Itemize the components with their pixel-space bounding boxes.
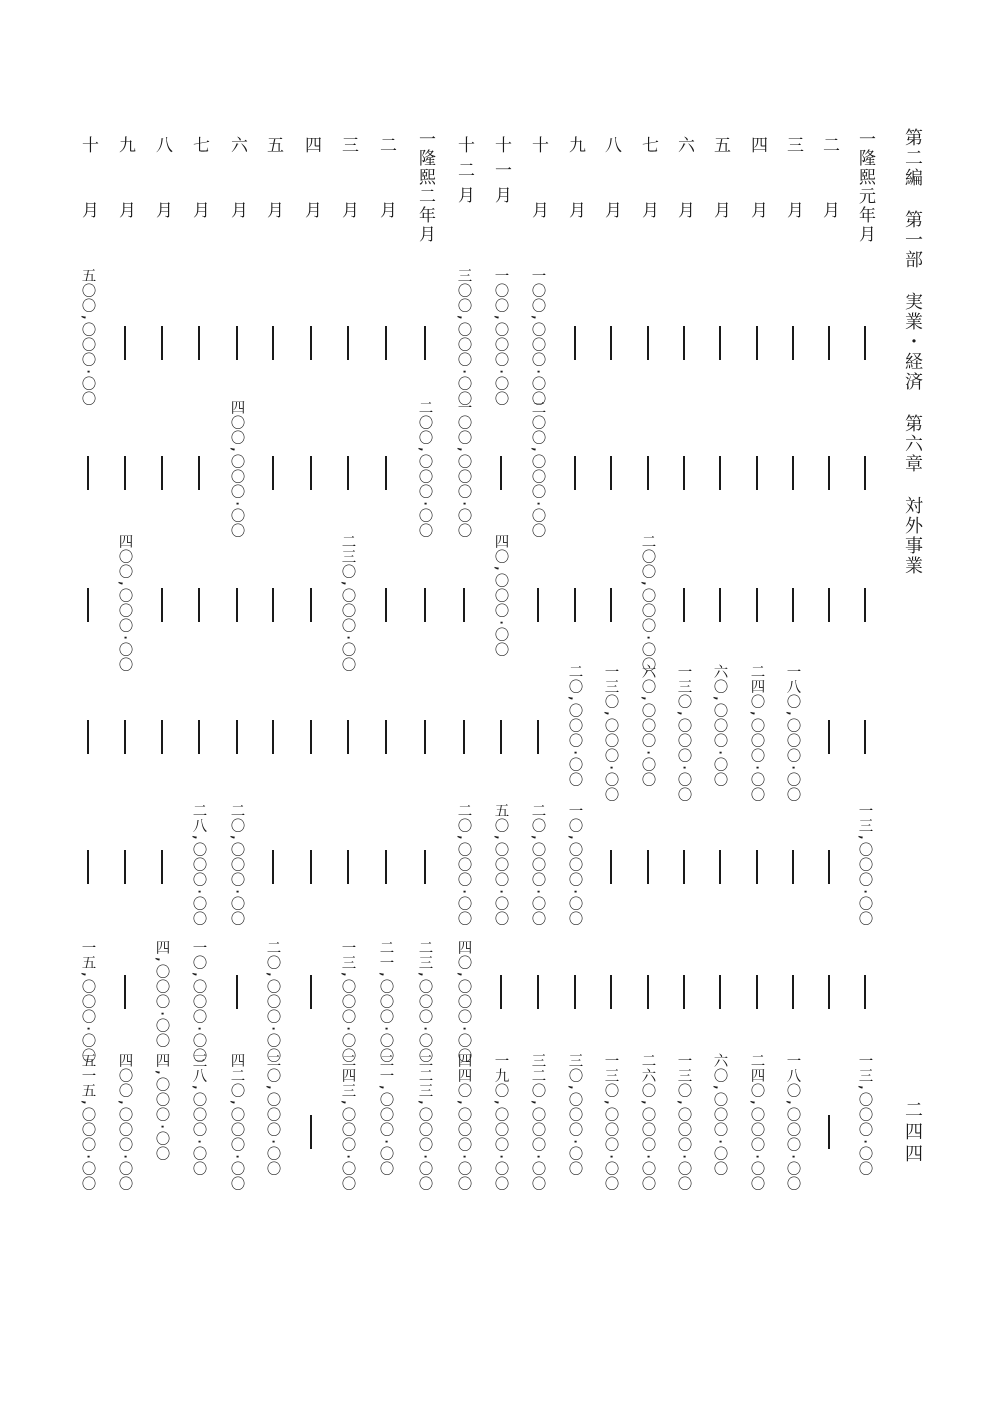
month-label: 七月 — [189, 136, 209, 266]
empty-cell-dash — [310, 720, 312, 754]
amount-cell: 二〇,〇〇〇·〇〇 — [264, 1053, 281, 1177]
month-label: 八月 — [601, 136, 621, 266]
empty-cell-dash — [161, 850, 163, 884]
month-label: 六月 — [227, 136, 247, 266]
empty-cell-dash — [574, 588, 576, 622]
month-label: 二月 — [376, 136, 396, 266]
amount-cell: 一八〇,〇〇〇·〇〇 — [784, 1053, 801, 1192]
empty-cell-dash — [463, 588, 465, 622]
empty-cell-dash — [647, 326, 649, 360]
month-label: 三月 — [783, 136, 803, 266]
month-label: 一隆熙二年月 — [415, 130, 435, 244]
empty-cell-dash — [424, 326, 426, 360]
amount-cell: 一三,〇〇〇·〇〇 — [856, 803, 873, 927]
empty-cell-dash — [610, 588, 612, 622]
empty-cell-dash — [828, 456, 830, 490]
empty-cell-dash — [537, 975, 539, 1009]
amount-cell: 二〇,〇〇〇·〇〇 — [264, 940, 281, 1064]
empty-cell-dash — [756, 975, 758, 1009]
empty-cell-dash — [792, 588, 794, 622]
empty-cell-dash — [161, 720, 163, 754]
amount-cell: 一三〇,〇〇〇·〇〇 — [602, 664, 619, 803]
empty-cell-dash — [610, 850, 612, 884]
month-label: 四月 — [301, 136, 321, 266]
amount-cell: 一三〇,〇〇〇·〇〇 — [675, 1053, 692, 1192]
empty-cell-dash — [310, 588, 312, 622]
amount-cell: 三〇,〇〇〇·〇〇 — [566, 1053, 583, 1177]
amount-cell: 六〇,〇〇〇·〇〇 — [711, 664, 728, 788]
empty-cell-dash — [347, 456, 349, 490]
month-label: 七月 — [638, 136, 658, 266]
empty-cell-dash — [198, 326, 200, 360]
empty-cell-dash — [574, 975, 576, 1009]
amount-cell: 一三〇,〇〇〇·〇〇 — [602, 1053, 619, 1192]
amount-cell: 二〇〇,〇〇〇·〇〇 — [416, 400, 433, 539]
empty-cell-dash — [236, 588, 238, 622]
empty-cell-dash — [756, 456, 758, 490]
empty-cell-dash — [198, 720, 200, 754]
amount-cell: 一〇〇,〇〇〇·〇〇 — [492, 268, 509, 407]
empty-cell-dash — [683, 456, 685, 490]
amount-cell: 三〇〇,〇〇〇·〇〇 — [455, 268, 472, 407]
empty-cell-dash — [864, 720, 866, 754]
empty-cell-dash — [792, 975, 794, 1009]
month-label: 六月 — [674, 136, 694, 266]
empty-cell-dash — [87, 850, 89, 884]
month-label: 五月 — [263, 136, 283, 266]
empty-cell-dash — [272, 720, 274, 754]
empty-cell-dash — [574, 326, 576, 360]
amount-cell: 一八〇,〇〇〇·〇〇 — [784, 664, 801, 803]
empty-cell-dash — [310, 850, 312, 884]
amount-cell: 五〇,〇〇〇·〇〇 — [492, 803, 509, 927]
amount-cell: 二一,〇〇〇·〇〇 — [377, 1053, 394, 1177]
amount-cell: 二〇〇,〇〇〇·〇〇 — [529, 400, 546, 539]
month-label: 四月 — [747, 136, 767, 266]
empty-cell-dash — [792, 326, 794, 360]
amount-cell: 六〇,〇〇〇·〇〇 — [711, 1053, 728, 1177]
month-label: 十月 — [78, 136, 98, 266]
empty-cell-dash — [385, 326, 387, 360]
empty-cell-dash — [683, 326, 685, 360]
amount-cell: 一〇〇,〇〇〇·〇〇 — [455, 400, 472, 539]
month-label: 五月 — [710, 136, 730, 266]
empty-cell-dash — [828, 588, 830, 622]
month-label: 九月 — [115, 136, 135, 266]
empty-cell-dash — [310, 456, 312, 490]
amount-cell: 四,〇〇〇·〇〇 — [153, 1053, 170, 1162]
amount-cell: 一〇,〇〇〇·〇〇 — [190, 940, 207, 1064]
empty-cell-dash — [683, 588, 685, 622]
amount-cell: 四〇〇,〇〇〇·〇〇 — [116, 534, 133, 673]
header-part: 第二編 — [902, 128, 923, 188]
empty-cell-dash — [424, 720, 426, 754]
empty-cell-dash — [87, 588, 89, 622]
amount-cell: 四〇,〇〇〇·〇〇 — [492, 534, 509, 658]
amount-cell: 一三,〇〇〇·〇〇 — [856, 1053, 873, 1177]
empty-cell-dash — [647, 850, 649, 884]
empty-cell-dash — [864, 326, 866, 360]
empty-cell-dash — [500, 456, 502, 490]
empty-cell-dash — [683, 975, 685, 1009]
empty-cell-dash — [719, 456, 721, 490]
month-label: 八月 — [152, 136, 172, 266]
empty-cell-dash — [719, 850, 721, 884]
empty-cell-dash — [756, 326, 758, 360]
amount-cell: 二六〇,〇〇〇·〇〇 — [639, 1053, 656, 1192]
amount-cell: 五〇〇,〇〇〇·〇〇 — [79, 268, 96, 407]
empty-cell-dash — [272, 456, 274, 490]
amount-cell: 四,〇〇〇·〇〇 — [153, 940, 170, 1049]
amount-cell: 一〇〇,〇〇〇·〇〇 — [529, 268, 546, 407]
empty-cell-dash — [864, 975, 866, 1009]
empty-cell-dash — [124, 326, 126, 360]
empty-cell-dash — [87, 720, 89, 754]
header-chapter: 第六章 — [902, 414, 923, 474]
empty-cell-dash — [236, 975, 238, 1009]
amount-cell: 二三〇,〇〇〇·〇〇 — [339, 534, 356, 673]
amount-cell: 二〇,〇〇〇·〇〇 — [566, 664, 583, 788]
page-number: 二四四 — [902, 1100, 923, 1166]
empty-cell-dash — [610, 326, 612, 360]
amount-cell: 二〇,〇〇〇·〇〇 — [228, 803, 245, 927]
amount-cell: 一三,〇〇〇·〇〇 — [339, 940, 356, 1064]
amount-cell: 五一五,〇〇〇·〇〇 — [79, 1053, 96, 1192]
amount-cell: 二〇,〇〇〇·〇〇 — [529, 803, 546, 927]
empty-cell-dash — [828, 326, 830, 360]
empty-cell-dash — [610, 456, 612, 490]
empty-cell-dash — [424, 850, 426, 884]
empty-cell-dash — [124, 850, 126, 884]
header-topic: 実業・経済 — [902, 292, 923, 392]
empty-cell-dash — [310, 975, 312, 1009]
amount-cell: 一九〇,〇〇〇·〇〇 — [492, 1053, 509, 1192]
empty-cell-dash — [272, 588, 274, 622]
empty-cell-dash — [124, 456, 126, 490]
empty-cell-dash — [756, 850, 758, 884]
empty-cell-dash — [828, 975, 830, 1009]
empty-cell-dash — [864, 456, 866, 490]
amount-cell: 四〇〇,〇〇〇·〇〇 — [228, 400, 245, 539]
empty-cell-dash — [385, 588, 387, 622]
empty-cell-dash — [828, 1115, 830, 1149]
amount-cell: 三二〇,〇〇〇·〇〇 — [529, 1053, 546, 1192]
empty-cell-dash — [161, 456, 163, 490]
month-label: 一隆熙元年月 — [855, 130, 875, 244]
amount-cell: 二四〇,〇〇〇·〇〇 — [748, 664, 765, 803]
empty-cell-dash — [87, 456, 89, 490]
amount-cell: 一五,〇〇〇·〇〇 — [79, 940, 96, 1064]
amount-cell: 四二〇,〇〇〇·〇〇 — [228, 1053, 245, 1192]
month-label: 十二月 — [454, 136, 474, 211]
empty-cell-dash — [610, 975, 612, 1009]
month-label: 三月 — [338, 136, 358, 266]
empty-cell-dash — [828, 720, 830, 754]
empty-cell-dash — [719, 326, 721, 360]
empty-cell-dash — [310, 326, 312, 360]
empty-cell-dash — [347, 720, 349, 754]
empty-cell-dash — [310, 1115, 312, 1149]
empty-cell-dash — [347, 326, 349, 360]
amount-cell: 二一,〇〇〇·〇〇 — [377, 940, 394, 1064]
empty-cell-dash — [828, 850, 830, 884]
amount-cell: 四〇〇,〇〇〇·〇〇 — [116, 1053, 133, 1192]
amount-cell: 四四〇,〇〇〇·〇〇 — [455, 1053, 472, 1192]
empty-cell-dash — [272, 326, 274, 360]
empty-cell-dash — [161, 588, 163, 622]
amount-cell: 二〇〇,〇〇〇·〇〇 — [639, 534, 656, 673]
amount-cell: 四〇,〇〇〇·〇〇 — [455, 940, 472, 1064]
empty-cell-dash — [719, 975, 721, 1009]
empty-cell-dash — [236, 326, 238, 360]
running-header — [903, 128, 921, 576]
empty-cell-dash — [647, 975, 649, 1009]
amount-cell: 二八,〇〇〇·〇〇 — [190, 803, 207, 927]
empty-cell-dash — [500, 975, 502, 1009]
amount-cell: 二二三,〇〇〇·〇〇 — [416, 1053, 433, 1192]
amount-cell: 一〇,〇〇〇·〇〇 — [566, 803, 583, 927]
empty-cell-dash — [385, 850, 387, 884]
empty-cell-dash — [198, 456, 200, 490]
empty-cell-dash — [683, 850, 685, 884]
empty-cell-dash — [385, 720, 387, 754]
empty-cell-dash — [537, 588, 539, 622]
empty-cell-dash — [124, 975, 126, 1009]
empty-cell-dash — [124, 720, 126, 754]
empty-cell-dash — [792, 456, 794, 490]
empty-cell-dash — [500, 720, 502, 754]
empty-cell-dash — [347, 850, 349, 884]
amount-cell: 二〇,〇〇〇·〇〇 — [455, 803, 472, 927]
amount-cell: 二四〇,〇〇〇·〇〇 — [748, 1053, 765, 1192]
month-label: 十月 — [528, 136, 548, 266]
empty-cell-dash — [385, 456, 387, 490]
empty-cell-dash — [272, 850, 274, 884]
amount-cell: 二三,〇〇〇·〇〇 — [416, 940, 433, 1064]
empty-cell-dash — [574, 456, 576, 490]
month-label: 九月 — [565, 136, 585, 266]
empty-cell-dash — [236, 720, 238, 754]
header-chapter-title: 対外事業 — [902, 496, 923, 576]
empty-cell-dash — [424, 588, 426, 622]
month-label: 二月 — [819, 136, 839, 266]
month-label: 十一月 — [491, 136, 511, 211]
empty-cell-dash — [647, 456, 649, 490]
amount-cell: 一三〇,〇〇〇·〇〇 — [675, 664, 692, 803]
empty-cell-dash — [756, 588, 758, 622]
empty-cell-dash — [864, 588, 866, 622]
empty-cell-dash — [463, 720, 465, 754]
amount-cell: 六〇,〇〇〇·〇〇 — [639, 664, 656, 788]
empty-cell-dash — [792, 850, 794, 884]
empty-cell-dash — [161, 326, 163, 360]
empty-cell-dash — [719, 588, 721, 622]
header-section: 第一部 — [902, 210, 923, 270]
amount-cell: 二四三,〇〇〇·〇〇 — [339, 1053, 356, 1192]
empty-cell-dash — [537, 720, 539, 754]
empty-cell-dash — [198, 588, 200, 622]
amount-cell: 三八,〇〇〇·〇〇 — [190, 1053, 207, 1177]
